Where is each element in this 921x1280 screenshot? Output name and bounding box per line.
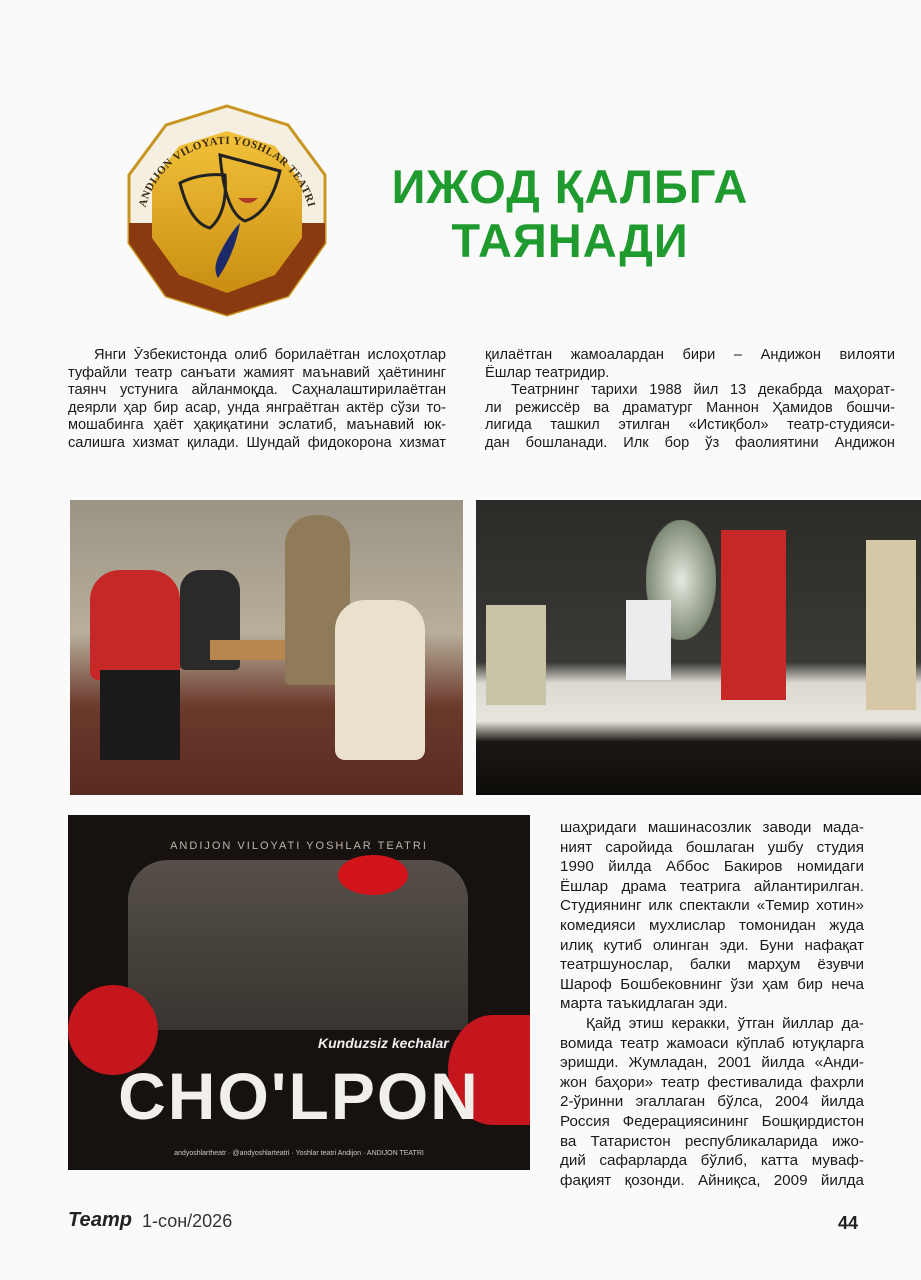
text-line: қилаётган жамоалардан бири – Андижон вилояти <box>485 347 895 363</box>
text-line: ли режиссёр ва драматург Маннон Ҳамидов бошчи- <box>485 399 895 416</box>
stage-photo-2 <box>476 500 921 795</box>
text-line: жон баҳори» театр фестивалида фахрли <box>560 1073 864 1091</box>
text-line: Янги Ўзбекистонда олиб борилаётган ислоҳотлар <box>94 347 446 363</box>
text-line: Театрнинг тарихи 1988 йил 13 декабрда маҳорат- <box>511 382 895 399</box>
text-line: Студиянинг илк спектакли «Темир хотин» <box>560 897 864 915</box>
text-line: шаҳридаги машинасозлик заводи мада- <box>560 819 864 836</box>
text-line: 1990 йилда Аббос Бакиров номидаги <box>560 858 864 876</box>
text-line: Қайд этиш керакки, ўтган йиллар да- <box>586 1014 864 1032</box>
text-line: марта таъкидлаган эди. <box>560 995 728 1013</box>
text-line: дий сафарларда бўлиб, катта мувaф- <box>560 1152 864 1170</box>
text-line: 2-ўринни эгаллаган бўлса, 2004 йилда <box>560 1093 864 1111</box>
text-line: вомида театр жамоаси кўплаб ютуқларга <box>560 1034 864 1052</box>
article-column-1 <box>68 347 446 453</box>
issue-number: 1-сон/2026 <box>142 1211 233 1231</box>
text-line: ва Татаристон республикаларида ижо- <box>560 1132 864 1150</box>
text-line: деярли ҳар бир асар, унда янграётган актёр сўзи то- <box>68 399 446 416</box>
text-line: эришди. Жумладан, 2001 йилда «Анди- <box>560 1054 864 1072</box>
article-column-3 <box>560 818 864 1190</box>
logo-ring-text: ANDIJON VILOYATI YOSHLAR TEATRI <box>136 134 318 209</box>
text-line: комедияси мухлислар томонидан жуда <box>560 916 864 934</box>
title-line: ТАЯНАДИ <box>451 214 689 267</box>
text-line: театршунослар, балки марҳум ёзувчи <box>560 956 864 974</box>
poster-subtitle: Kunduzsiz kechalar <box>318 1035 449 1051</box>
text-line: таянч устунига айланмоқда. Саҳналаштирилаётган <box>68 382 446 399</box>
article-title <box>370 160 770 268</box>
text-line: дан бошланади. Илк бор ўз фаолиятини Андижон <box>485 434 895 451</box>
theatre-logo <box>120 103 335 318</box>
article-column-2 <box>485 347 895 453</box>
stage-photo-1 <box>70 500 463 795</box>
page-number: 44 <box>838 1213 859 1233</box>
text-line: илиқ кутиб олинган эди. Буни нафақат <box>560 936 864 954</box>
poster-title: CHO'LPON <box>118 1059 480 1133</box>
text-line: лигида ташкил этилган «Истиқбол» театр-студияси- <box>485 417 895 434</box>
text-line: фақият қозонди. Айниқса, 2009 йилда <box>560 1171 864 1189</box>
text-line: Россия Федерациясининг Бошқирдистон <box>560 1112 864 1130</box>
title-line: ИЖОД ҚАЛБГА <box>391 160 749 213</box>
text-line: Ёшлар театридир. <box>485 364 610 381</box>
text-line: Ёшлар драма театрига айлантирилган. <box>560 877 864 895</box>
text-line: салишга хизмат қилади. Шундай фидокорона хизмат <box>68 434 446 451</box>
poster-socials: andyoshlartheatr · @andyoshlarteatri · Yoshlar teatri Andijon · ANDIJON TEATRI <box>174 1150 424 1157</box>
poster-header: ANDIJON VILOYATI YOSHLAR TEATRI <box>170 840 428 852</box>
text-line: ният саройида бошлаган ушбу студия <box>560 838 864 856</box>
text-line: Шароф Бошбековнинг ўзи ҳам бир неча <box>560 975 864 993</box>
text-line: туфайли театр санъати жамият маънавий ҳаётининг <box>68 364 446 381</box>
text-line: мошабинга ҳаёт ҳақиқатини эслатиб, маънавий юк- <box>68 417 446 434</box>
magazine-name: Театр <box>68 1209 132 1231</box>
play-poster <box>68 815 530 1170</box>
